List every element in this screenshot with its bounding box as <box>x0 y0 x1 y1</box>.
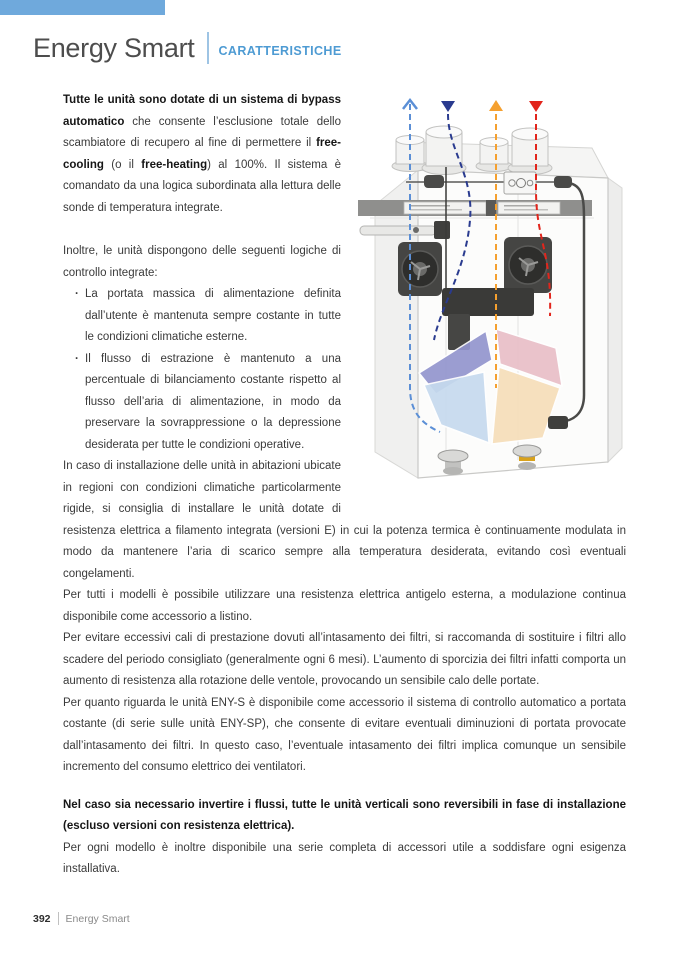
section-label: CARATTERISTICHE <box>218 44 342 58</box>
paragraph-antigelo: Per tutti i modelli è possibile utilizzare una resistenza elettrica antigelo esterna, a modulazione continua disponibile come accessorio a listino. <box>63 589 626 623</box>
page-header <box>33 32 342 64</box>
paragraph-resistenza: In caso di installazione delle unità in abitazioni ubicate in regioni con condizioni climatiche particolarmente rigide, si consiglia di installare le unità dotate di resistenza elettrica a filamento integrata (versioni E) in cui la potenza termica è continuamente modulata in modo da mantenere l’aria di scarico sempre alla temperatura desiderata, evitando così eventuali congelamenti. <box>63 460 626 580</box>
return-air-arrow-icon <box>529 101 543 112</box>
bypass-bold-text: Tutte le unità sono dotate di un sistema di bypass automatico <box>63 94 341 128</box>
paragraph-eny-s: Per quanto riguarda le unità ENY-S è disponibile come accessorio il sistema di controllo automatico a portata costante (di serie sulle unità ENY-SP), che consente di evitare eventuali diminuzioni di portata provocate dall’intasamento dei filtri. In questo caso, l’eventuale intasamento dei filtri implica comunque un sensibile incremento del consumo elettrico dei ventilatori. <box>63 696 626 773</box>
paragraph-reversibili: Nel caso sia necessario invertire i flussi, tutte le unità verticali sono reversibili in fase di installazione (escluso versioni con resistenza elettrica). <box>63 798 626 832</box>
footer-brand: Energy Smart <box>65 912 130 925</box>
filter-rail <box>358 200 592 216</box>
footer-page-number: 392 <box>33 912 51 925</box>
footer-divider <box>58 912 59 925</box>
exhaust-air-arrow-icon <box>489 100 503 111</box>
free-cooling-bold-text: free-cooling <box>63 137 341 171</box>
bullet-list <box>63 284 626 456</box>
paragraph-logiche: Inoltre, le unità dispongono delle seguenti logiche di controllo integrate: <box>63 245 341 279</box>
paragraph-accessori: Per ogni modello è inoltre disponibile una serie completa di accessori utile a soddisfare ogni esigenza installativa. <box>63 841 626 875</box>
page-footer <box>33 912 130 925</box>
paragraph-bypass: Tutte le unità sono dotate di un sistema di bypass automatico che consente l’esclusione totale dello scambiatore di recupero al fine di permettere il free-cooling (o il free-heating) al 100%. Il sistema è comandato da una logica subordinata alla lettura delle sonde di temperatura integrate. <box>63 94 342 214</box>
body-content <box>63 90 626 881</box>
list-item-portata: · La portata massica di alimentazione definita dall’utente è mantenuta sempre costante in tutte le condizioni climatiche esterne. <box>75 284 626 349</box>
header-bar <box>0 0 165 15</box>
list-item-flusso: · Il flusso di estrazione è mantenuto a una percentuale di bilanciamento costante rispetto al flusso dell’aria di alimentazione, in modo da preservare la sovrappressione o la depressione desiderata per tutte le condizioni operative. <box>75 349 626 457</box>
header-divider <box>207 32 209 64</box>
intake-air-arrow-icon <box>441 101 455 112</box>
free-heating-bold-text: free-heating <box>141 158 208 171</box>
paragraph-filtri: Per evitare eccessivi cali di prestazione dovuti all’intasamento dei filtri, si raccomanda di sostituire i filtri allo scadere del periodo consigliato (generalmente ogni 6 mesi). L’aumento di sporcizia dei filtri infatti comporta un aumento di resistenza alla rotazione delle ventole, provocando un sensibile calo delle portate. <box>63 632 626 687</box>
page-title: Energy Smart <box>33 32 195 63</box>
